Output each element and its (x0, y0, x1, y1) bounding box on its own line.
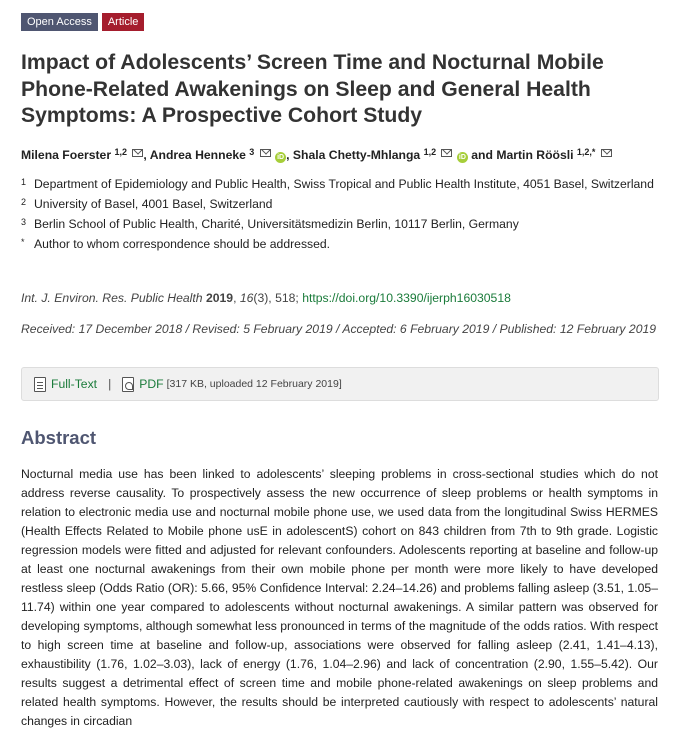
citation-year: 2019 (205, 291, 234, 305)
pdf-link[interactable]: PDF (139, 377, 164, 391)
envelope-icon[interactable] (601, 149, 612, 157)
article-type-badge[interactable]: Article (102, 13, 145, 31)
affiliation-item (21, 236, 661, 253)
pdf-file-info: [317 KB, uploaded 12 February 2019] (166, 378, 342, 390)
author-affiliation-mark: 1,2,* (576, 147, 596, 157)
author-name[interactable]: Shala Chetty-Mhlanga (292, 148, 421, 162)
article-title: Impact of Adolescents’ Screen Time and Nocturnal Mobile Phone-Related Awakenings on Sleep and General Health Symptoms: A Prospective Cohort Study (21, 51, 604, 127)
author-affiliation-mark: 1,2 (423, 147, 437, 157)
affiliation-text: Author to whom correspondence should be addressed. (34, 237, 331, 251)
affiliation-mark: 3 (21, 217, 27, 227)
doi-link[interactable]: https://doi.org/10.3390/ijerph16030518 (302, 291, 511, 305)
abstract-text: Nocturnal media use has been linked to adolescents’ sleeping problems in cross-sectional studies which do not address reverse causality. To prospectively assess the new occurrence of sleep problems or health symptoms in relation to electronic media use and nocturnal mobile phone use, we used data from the longitudinal Swiss HERMES (Health Effects Related to Mobile phone usE in adolescentS) cohort on 843 children from 7th to 9th grade. Logistic regression models were fitted and adjusted for relevant confounders. Adolescents reporting at baseline and follow-up at least one nocturnal awakenings from their own mobile phone per month were more likely to have developed restless sleep (Odds Ratio (OR): 5.66, 95% Confidence Interval: 2.24–14.26) and problems falling asleep (3.51, 1.05–11.74) within one year compared to adolescents without nocturnal awakenings. A similar pattern was observed for developing symptoms, although somewhat less pronounced in terms of the magnitude of the odds ratios. With respect to high screen time at baseline and follow-up, associations were observed for falling asleep (2.41, 1.41–4.13), exhaustibility (1.76, 1.02–3.03), lack of energy (1.76, 1.04–2.96) and lack of concentration (2.90, 1.55–5.42). Our results suggest a detrimental effect of screen time and mobile phone-related awakenings on sleep problems and related health symptoms. However, the results should be interpreted cautiously with respect to adolescents’ natural changes in circadian (21, 467, 658, 728)
envelope-icon[interactable] (441, 149, 452, 157)
download-separator: | (108, 377, 112, 391)
author-affiliation-mark: 3 (249, 147, 255, 157)
orcid-icon[interactable]: iD (277, 154, 285, 161)
affiliation-text: Department of Epidemiology and Public Health, Swiss Tropical and Public Health Institute, 4051 Basel, Switzerland (34, 177, 654, 191)
open-access-badge[interactable]: Open Access (21, 13, 98, 31)
author-affiliation-mark: 1,2 (114, 147, 127, 157)
affiliations (21, 176, 661, 253)
affiliation-mark: 2 (21, 197, 27, 207)
download-bar (21, 367, 659, 401)
journal-name: Int. J. Environ. Res. Public Health (21, 291, 203, 305)
envelope-icon[interactable] (260, 149, 271, 157)
orcid-icon[interactable]: iD (458, 154, 466, 161)
publication-dates: Received: 17 December 2018 / Revised: 5 February 2019 / Accepted: 6 February 2019 / Published: 12 February 2019 (21, 322, 657, 336)
affiliation-item (21, 216, 661, 233)
envelope-icon[interactable] (132, 149, 143, 157)
author-sep: , (286, 148, 293, 162)
citation-issue-pages: (3), 518; (253, 291, 303, 305)
affiliation-item (21, 196, 661, 213)
author-name[interactable]: Milena Foerster (21, 148, 112, 162)
document-icon (34, 377, 46, 392)
full-text-link[interactable]: Full-Text (51, 377, 98, 391)
author-name[interactable]: Andrea Henneke (149, 148, 246, 162)
affiliation-mark: * (21, 237, 25, 247)
author-sep: , (143, 148, 150, 162)
author-sep: and (467, 148, 497, 162)
affiliation-text: University of Basel, 4001 Basel, Switzerland (34, 197, 273, 211)
citation-volume: 16 (239, 291, 254, 305)
affiliation-mark: 1 (21, 177, 27, 187)
citation-line: Int. J. Environ. Res. Public Health 2019, 16(3), 518; https://doi.org/10.3390/ijerph16030518 (21, 291, 511, 305)
abstract-heading: Abstract (21, 427, 97, 448)
pdf-file-icon (122, 377, 134, 392)
affiliation-item (21, 176, 661, 193)
author-list (21, 147, 666, 163)
affiliation-text: Berlin School of Public Health, Charité, Universitätsmedizin Berlin, 10117 Berlin, Germany (34, 217, 519, 231)
article-badges (21, 13, 144, 31)
author-name[interactable]: Martin Röösli (496, 148, 574, 162)
